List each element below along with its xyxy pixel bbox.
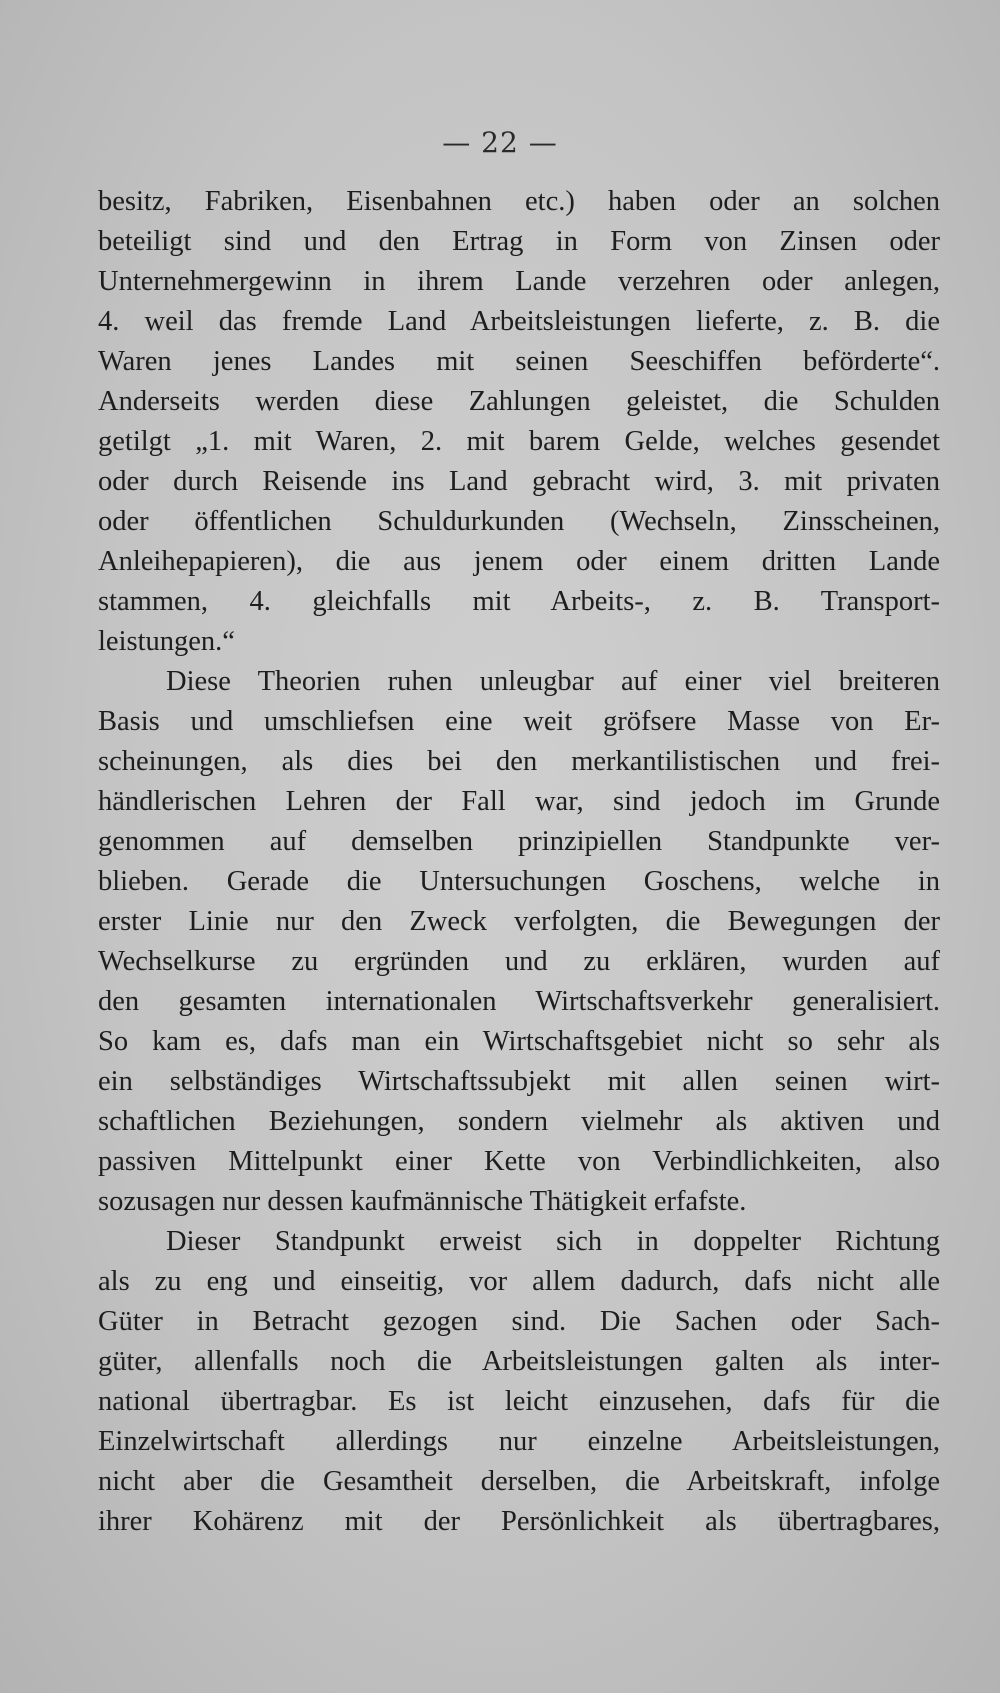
text-line: national übertragbar. Es ist leicht einzusehen, dafs für die: [98, 1386, 940, 1417]
text-line: Basis und umschliefsen eine weit gröfsere Masse von Er-: [98, 706, 940, 737]
text-line: getilgt „1. mit Waren, 2. mit barem Gelde, welches gesendet: [98, 426, 940, 457]
text-line: als zu eng und einseitig, vor allem dadurch, dafs nicht alle: [98, 1266, 940, 1297]
text-line: Wechselkurse zu ergründen und zu erklären, wurden auf: [98, 946, 940, 977]
text-line: erster Linie nur den Zweck verfolgten, die Bewegungen der: [98, 906, 940, 937]
text-line: oder öffentlichen Schuldurkunden (Wechseln, Zinsscheinen,: [98, 506, 940, 537]
text-line: So kam es, dafs man ein Wirtschaftsgebiet nicht so sehr als: [98, 1026, 940, 1057]
text-line-paragraph-start: Dieser Standpunkt erweist sich in doppelter Richtung: [166, 1226, 940, 1257]
text-line: ein selbständiges Wirtschaftssubjekt mit allen seinen wirt-: [98, 1066, 940, 1097]
text-line: ihrer Kohärenz mit der Persönlichkeit als übertragbares,: [98, 1506, 940, 1537]
text-line: beteiligt sind und den Ertrag in Form von Zinsen oder: [98, 226, 940, 257]
text-line: Waren jenes Landes mit seinen Seeschiffen beförderte“.: [98, 346, 940, 377]
text-line: scheinungen, als dies bei den merkantilistischen und frei-: [98, 746, 940, 777]
text-line: blieben. Gerade die Untersuchungen Goschens, welche in: [98, 866, 940, 897]
text-line: händlerischen Lehren der Fall war, sind jedoch im Grunde: [98, 786, 940, 817]
text-line-paragraph-end: sozusagen nur dessen kaufmännische Thätigkeit erfafste.: [98, 1186, 747, 1217]
text-line: Güter in Betracht gezogen sind. Die Sachen oder Sach-: [98, 1306, 940, 1337]
body-text: [98, 182, 940, 1542]
text-line: schaftlichen Beziehungen, sondern vielmehr als aktiven und: [98, 1106, 940, 1137]
text-line: passiven Mittelpunkt einer Kette von Verbindlichkeiten, also: [98, 1146, 940, 1177]
text-line-paragraph-start: Diese Theorien ruhen unleugbar auf einer viel breiteren: [166, 666, 940, 697]
text-line: oder durch Reisende ins Land gebracht wird, 3. mit privaten: [98, 466, 940, 497]
text-line: stammen, 4. gleichfalls mit Arbeits-, z. B. Transport-: [98, 586, 940, 617]
text-line: Anderseits werden diese Zahlungen geleistet, die Schulden: [98, 386, 940, 417]
text-line: güter, allenfalls noch die Arbeitsleistungen galten als inter-: [98, 1346, 940, 1377]
text-line: 4. weil das fremde Land Arbeitsleistungen lieferte, z. B. die: [98, 306, 940, 337]
page-number: — 22 —: [442, 126, 558, 159]
text-line: nicht aber die Gesamtheit derselben, die Arbeitskraft, infolge: [98, 1466, 940, 1497]
text-line: genommen auf demselben prinzipiellen Standpunkte ver-: [98, 826, 940, 857]
text-line: den gesamten internationalen Wirtschaftsverkehr generalisiert.: [98, 986, 940, 1017]
text-line: Anleihepapieren), die aus jenem oder einem dritten Lande: [98, 546, 940, 577]
text-line: besitz, Fabriken, Eisenbahnen etc.) haben oder an solchen: [98, 186, 940, 217]
text-line: Einzelwirtschaft allerdings nur einzelne Arbeitsleistungen,: [98, 1426, 940, 1457]
text-line-paragraph-end: leistungen.“: [98, 626, 235, 657]
text-line: Unternehmergewinn in ihrem Lande verzehren oder anlegen,: [98, 266, 940, 297]
